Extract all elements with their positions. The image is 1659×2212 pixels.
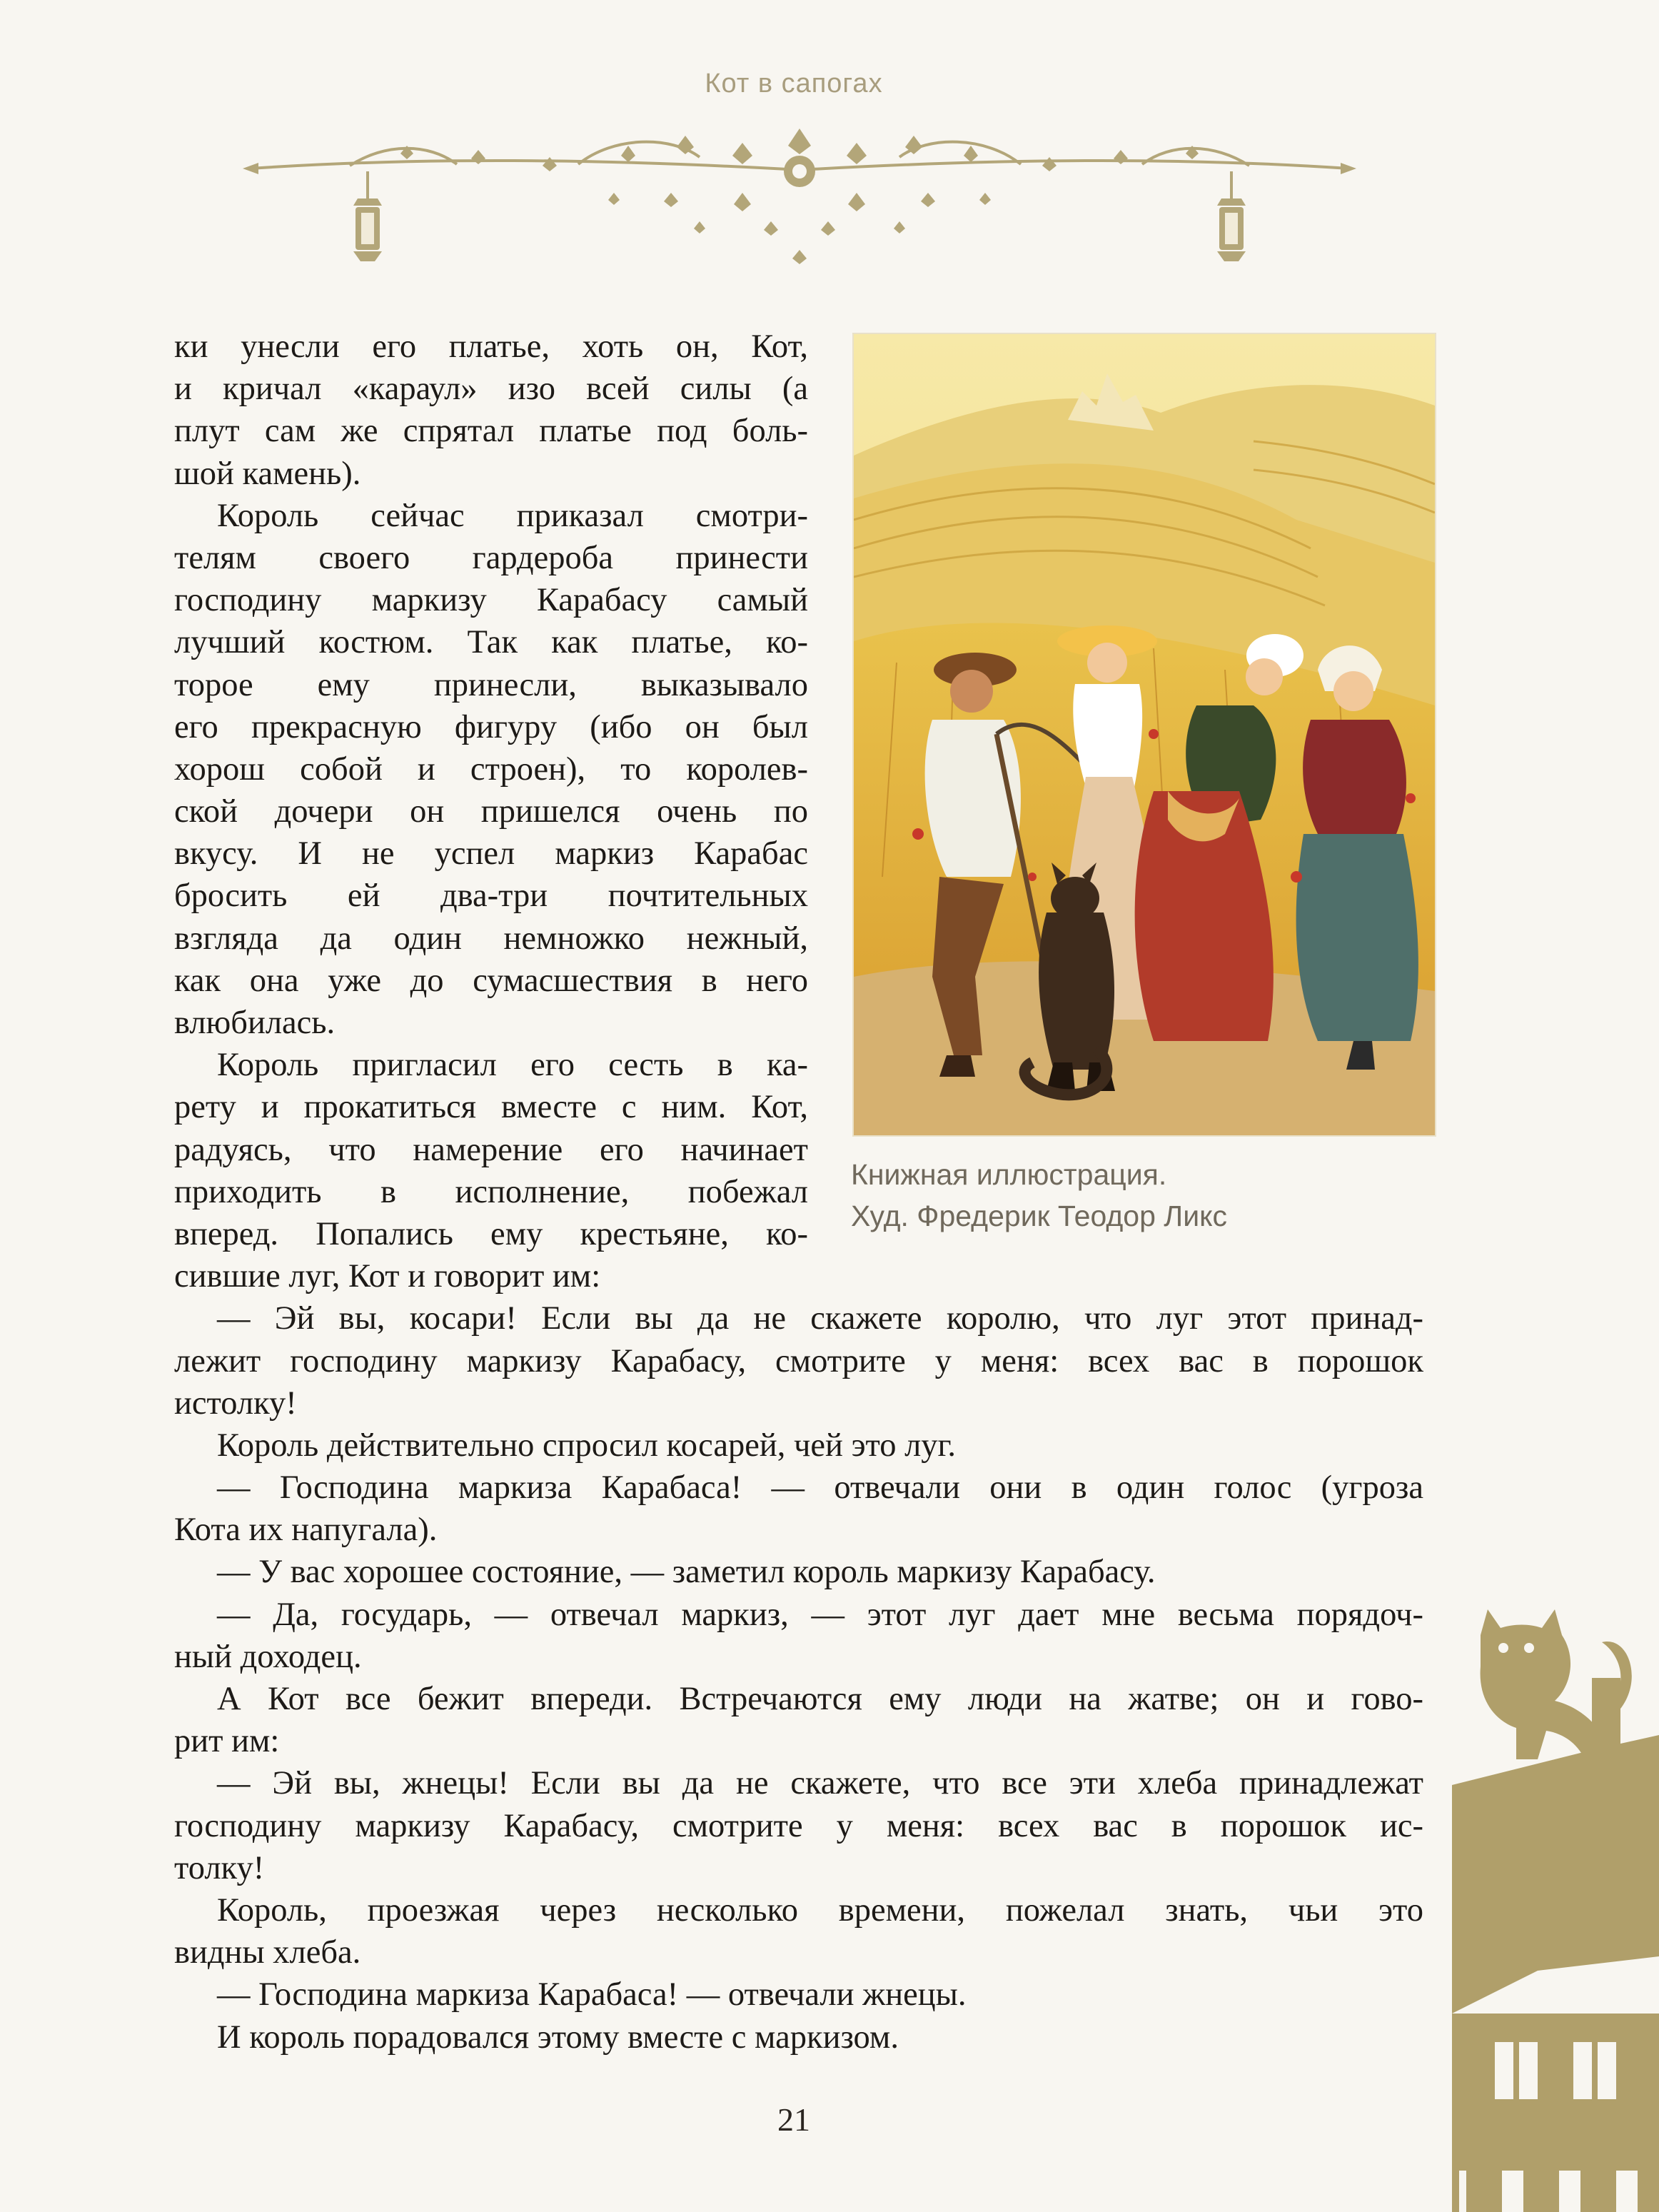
text-line: вкусу. И не успел маркиз Карабас: [174, 835, 808, 873]
text-line: видны хлеба.: [174, 1934, 361, 1971]
text-line: рету и прокатиться вместе с ним. Кот,: [174, 1089, 808, 1126]
text-line: — Господина маркиза Карабаса! — отвечали они в один голос (угроза: [217, 1469, 1423, 1507]
text-line: — Да, государь, — отвечал маркиз, — этот луг дает мне весьма порядоч-: [217, 1596, 1423, 1633]
text-line: лучший костюм. Так как платье, ко-: [174, 624, 808, 661]
text-line: — Эй вы, жнецы! Если вы да не скажете, что все эти хлеба принадлежат: [217, 1765, 1423, 1802]
running-title: Кот в сапогах: [705, 69, 883, 99]
text-line: истолку!: [174, 1384, 297, 1422]
text-line: вперед. Попались ему крестьяне, ко-: [174, 1215, 808, 1252]
text-line: господину маркизу Карабасу, смотрите у меня: всех вас в порошок ис-: [174, 1807, 1423, 1844]
text-line: взгляда да один немножко нежный,: [174, 920, 808, 957]
text-line: И король порадовался этому вместе с маркизом.: [217, 2019, 899, 2056]
text-line: Король, проезжая через несколько времени, пожелал знать, чьи это: [217, 1891, 1423, 1929]
story-text: [174, 326, 1423, 2058]
text-line: ки унесли его платье, хоть он, Кот,: [174, 328, 808, 365]
text-line: лежит господину маркизу Карабасу, смотрите у меня: всех вас в порошок: [174, 1342, 1423, 1379]
text-line: — Эй вы, косари! Если вы да не скажете королю, что луг этот принад-: [217, 1300, 1423, 1337]
text-line: Король сейчас приказал смотри-: [217, 497, 808, 534]
text-line: ской дочери он пришелся очень по: [174, 793, 808, 830]
text-line: приходить в исполнение, побежал: [174, 1173, 808, 1210]
text-line: — У вас хорошее состояние, — заметил король маркизу Карабасу.: [217, 1554, 1156, 1591]
text-line: — Господина маркиза Карабаса! — отвечали жнецы.: [217, 1976, 967, 2014]
text-line: Король пригласил его сесть в ка-: [217, 1047, 808, 1084]
text-line: ный доходец.: [174, 1638, 362, 1675]
text-line: его прекрасную фигуру (ибо он был: [174, 708, 808, 745]
text-line: бросить ей два-три почтительных: [174, 878, 808, 915]
caption-line: Книжная иллюстрация.: [851, 1158, 1167, 1191]
text-line: Король действительно спросил косарей, чей это луг.: [217, 1427, 957, 1464]
text-line: торое ему принесли, выказывало: [174, 666, 808, 703]
text-line: и кричал «караул» изо всей силы (а: [174, 371, 808, 408]
text-line: хорош собой и строен), то королев-: [174, 750, 808, 788]
text-line: Кота их напугала).: [174, 1512, 438, 1549]
caption-line: Худ. Фредерик Теодор Ликс: [851, 1200, 1227, 1232]
vine-lanterns-ornament-icon: [243, 114, 1356, 293]
text-line: телям своего гардероба принести: [174, 539, 808, 576]
text-line: А Кот все бежит впереди. Встречаются ему люди на жатве; он и гово-: [217, 1681, 1423, 1717]
text-line: рит им:: [174, 1723, 280, 1760]
text-line: толку!: [174, 1849, 265, 1886]
text-line: радуясь, что намерение его начинает: [174, 1131, 808, 1168]
text-line: сившие луг, Кот и говорит им:: [174, 1258, 601, 1295]
text-line: господину маркизу Карабасу самый: [174, 582, 808, 619]
text-line: влюбилась.: [174, 1005, 336, 1041]
text-line: плут сам же спрятал платье под боль-: [174, 413, 808, 450]
text-line: шой камень).: [174, 455, 361, 492]
text-line: как она уже до сумасшествия в него: [174, 962, 808, 999]
page-number: 21: [777, 2101, 810, 2138]
